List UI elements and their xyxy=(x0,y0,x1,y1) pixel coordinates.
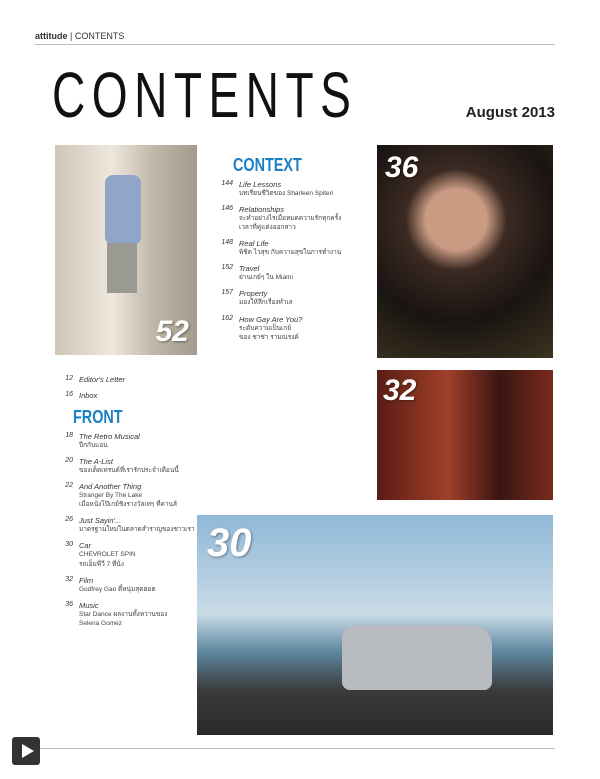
entry-subtitle: เมื่อหนังโป๊เกย์ชิงรางวัลเท่ๆ ที่คานส์ xyxy=(79,501,177,509)
entry-subtitle: พิชิต ไวสุข กับความสุขในการทำงาน xyxy=(239,249,342,257)
divider xyxy=(35,44,555,45)
section-heading-context: CONTEXT xyxy=(233,155,302,175)
page-number-badge: 30 xyxy=(207,521,252,565)
page-number: 16 xyxy=(65,391,73,398)
page-number-badge: 52 xyxy=(155,315,189,348)
toc-entry[interactable] xyxy=(55,576,195,594)
car-image xyxy=(342,625,492,690)
entry-subtitle: มองให้ลึกเรื่องทำเล xyxy=(239,299,293,307)
photo-selena-gomez[interactable] xyxy=(377,145,553,358)
entry-title: Relationships xyxy=(239,205,285,215)
toc-entry[interactable] xyxy=(215,180,375,198)
figure-shirt xyxy=(105,175,141,245)
toc-entry[interactable] xyxy=(215,315,375,342)
running-header: attitude | CONTENTS xyxy=(35,31,125,41)
entry-subtitle: เวลาที่คู่แต่งออกสาว xyxy=(239,224,296,232)
toc-entry[interactable] xyxy=(55,457,195,475)
page-number: 26 xyxy=(65,516,73,524)
entry-title: Just Sayin'... xyxy=(79,516,122,526)
entry-subtitle: Godfrey Gao ตี๋หนุ่มสุดฮอต xyxy=(79,585,156,593)
page-title: CONTENTS xyxy=(52,59,358,131)
section-label: CONTENTS xyxy=(74,31,125,41)
entry-title: Editor's Letter xyxy=(79,375,126,384)
play-button[interactable] xyxy=(12,737,40,765)
footer-divider xyxy=(35,748,555,749)
entry-title: Real Life xyxy=(239,239,269,249)
entry-subtitle: Stranger By The Lake xyxy=(79,492,143,500)
entry-subtitle: ของเด็ดเทรนด์ที่เรารักประจำเดือนนี้ xyxy=(79,467,179,475)
toc-entry[interactable] xyxy=(215,264,375,282)
section-heading-front: FRONT xyxy=(73,407,123,427)
toc-entry[interactable] xyxy=(55,375,195,384)
entry-subtitle: มาตรฐานใหม่ในตลาดสำราญของชาวเรา xyxy=(79,526,195,534)
entry-title: Film xyxy=(79,575,94,585)
page-number: 144 xyxy=(221,180,233,187)
page-number: 148 xyxy=(221,239,233,247)
page-number: 20 xyxy=(65,457,73,465)
front-section xyxy=(55,375,195,635)
figure-shorts xyxy=(107,243,137,293)
entry-title: And Another Thing xyxy=(79,482,142,492)
brand: attitude xyxy=(35,31,68,41)
toc-entry[interactable] xyxy=(55,601,195,628)
toc-entry[interactable] xyxy=(55,391,195,400)
entry-title: Inbox xyxy=(79,391,98,400)
entry-subtitle: Selena Gomez xyxy=(79,619,122,627)
page-number: 22 xyxy=(65,482,73,490)
photo-man-column[interactable] xyxy=(55,145,197,355)
entry-title: How Gay Are You? xyxy=(239,314,303,324)
entry-subtitle: Star Dance ผลงานทั้งหวานของ xyxy=(79,610,168,618)
entry-title: Life Lessons xyxy=(239,180,282,189)
toc-entry[interactable] xyxy=(215,239,375,257)
page-number: 162 xyxy=(221,314,233,322)
entry-title: Music xyxy=(79,600,99,610)
entry-title: Property xyxy=(239,289,268,299)
entry-subtitle: จะทำอย่างไรเมื่อหมดความรักทุกครั้ง xyxy=(239,215,342,223)
entry-subtitle: รถเอ็มพีวี 7 ที่นั่ง xyxy=(79,560,124,568)
context-section xyxy=(215,155,375,349)
toc-entry[interactable] xyxy=(215,289,375,307)
page-number: 32 xyxy=(65,575,73,583)
entry-subtitle: ปีกกับแอน xyxy=(79,442,108,449)
entry-subtitle: ของ ชาช่า รามณรงค์ xyxy=(239,333,299,341)
page-number-badge: 36 xyxy=(385,151,419,184)
entry-subtitle: ระดับความเป็นเกย์ xyxy=(239,324,292,332)
page-number: 12 xyxy=(65,375,73,382)
entry-title: Travel xyxy=(239,264,260,274)
issue-date: August 2013 xyxy=(465,104,555,121)
entry-title: The Retro Musical xyxy=(79,432,140,441)
page-number: 18 xyxy=(65,432,73,439)
page-number: 146 xyxy=(221,205,233,213)
page-number: 36 xyxy=(65,600,73,608)
entry-subtitle: ย่านเกย์ๆ ใน Miami xyxy=(239,274,293,282)
entry-subtitle: บทเรียนชีวิตของ Sharleen Spiteri xyxy=(239,190,334,197)
toc-entry[interactable] xyxy=(55,482,195,509)
entry-subtitle: CHEVROLET SPIN xyxy=(79,551,136,559)
page-number: 152 xyxy=(221,264,233,272)
entry-title: Car xyxy=(79,541,92,551)
page-number: 157 xyxy=(221,289,233,297)
toc-entry[interactable] xyxy=(55,516,195,534)
page-number-badge: 32 xyxy=(383,374,417,407)
photo-chevrolet-spin[interactable] xyxy=(197,515,553,735)
page-number: 30 xyxy=(65,541,73,549)
toc-entry[interactable] xyxy=(55,541,195,568)
toc-entry[interactable] xyxy=(55,432,195,450)
photo-godfrey-gao[interactable] xyxy=(377,370,553,500)
entry-title: The A-List xyxy=(79,457,113,467)
toc-entry[interactable] xyxy=(215,205,375,232)
